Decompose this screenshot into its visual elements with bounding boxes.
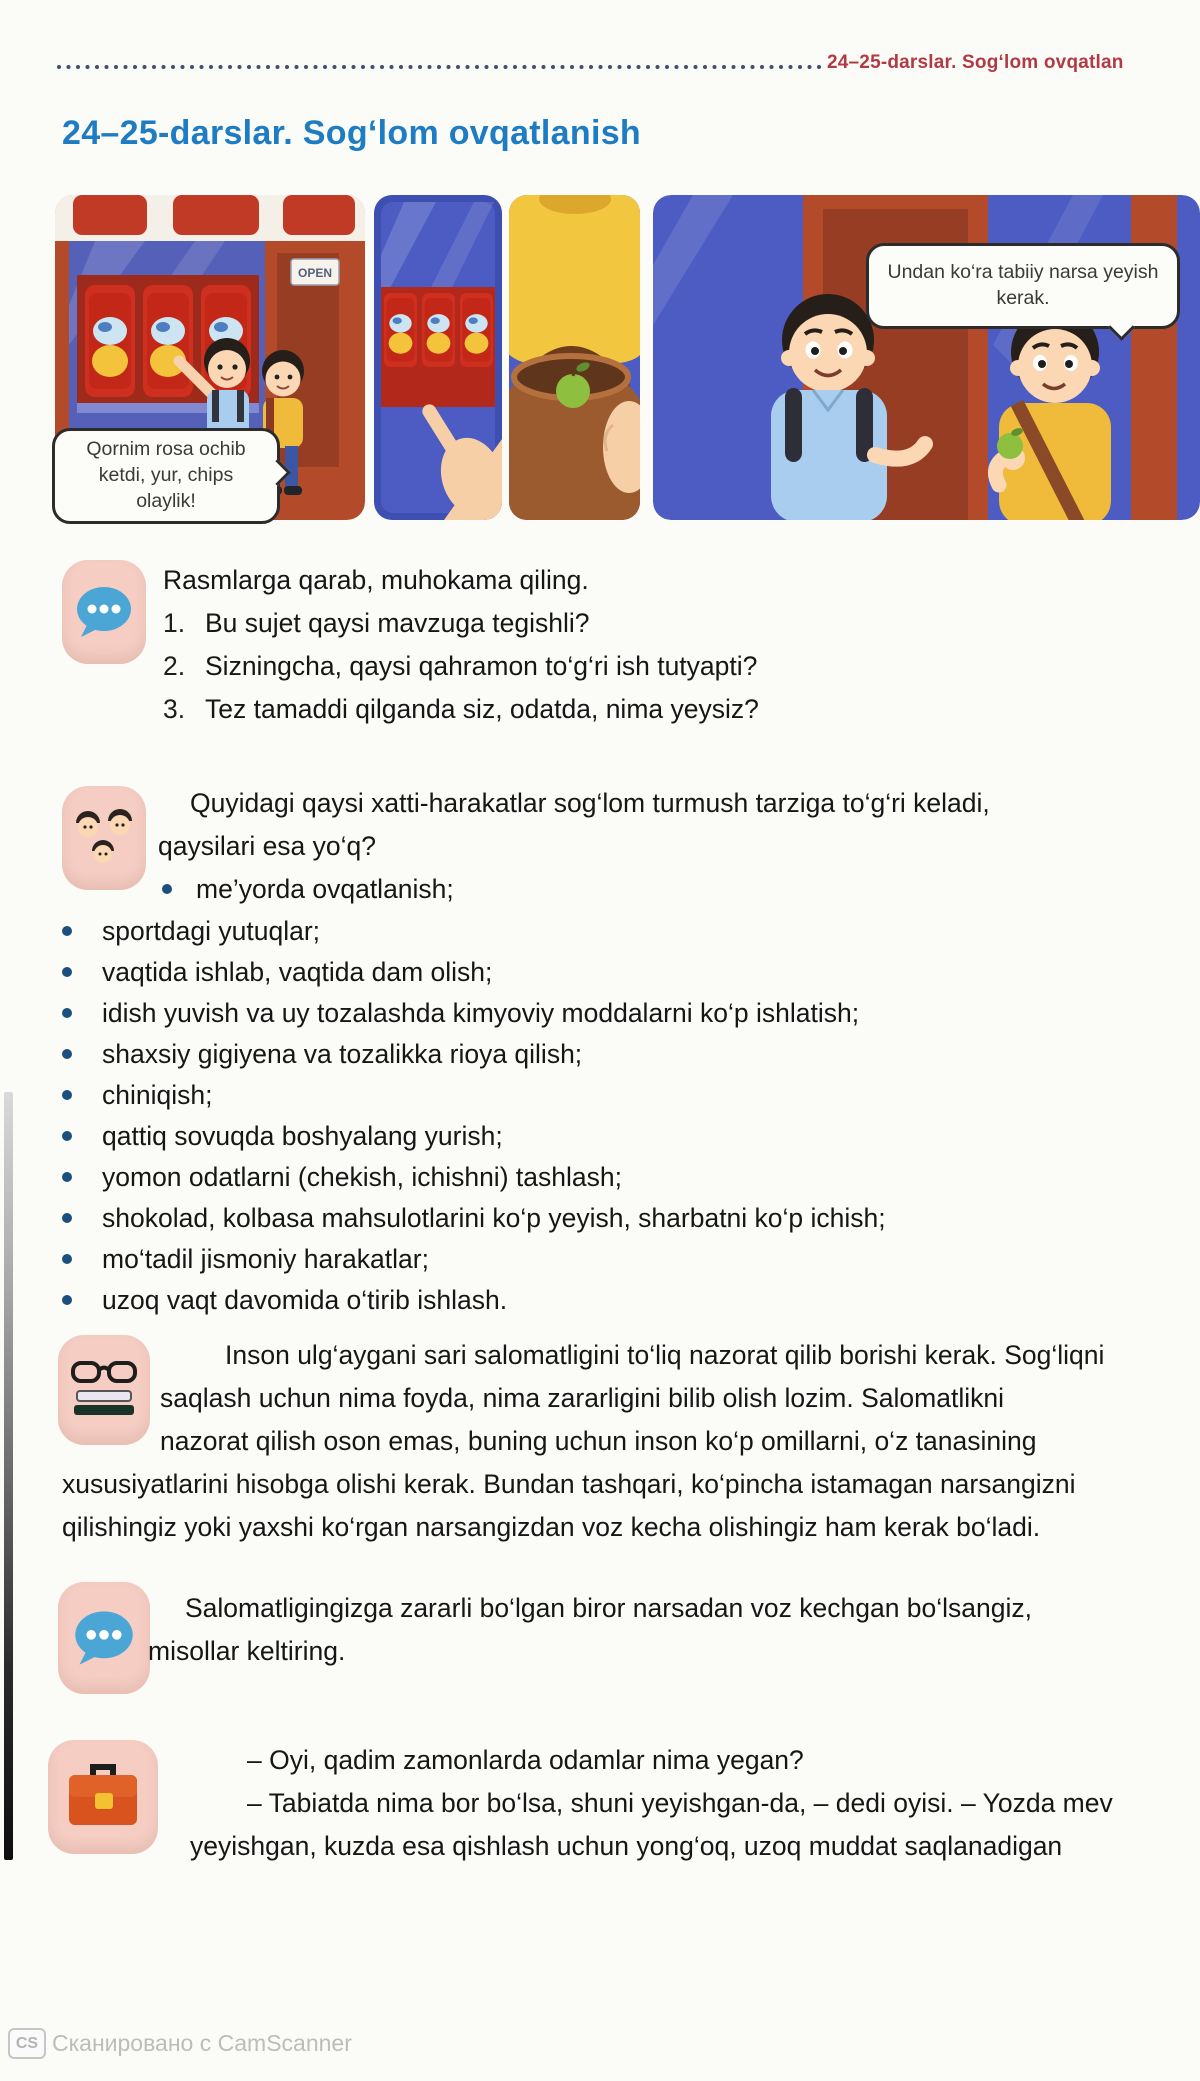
- groupwork-bullet: [62, 1203, 886, 1234]
- comic-panel-chips: [374, 195, 502, 520]
- groupwork-bullet: [62, 1162, 622, 1193]
- bullet-text: shaxsiy gigiyena va tozalikka rioya qilish;: [102, 1039, 583, 1069]
- groupwork-bullet: [62, 1244, 429, 1275]
- reading-line: qilishingiz yoki yaxshi ko‘rgan narsangizdan voz kecha olishingiz ham kerak bo‘ladi.: [62, 1512, 1041, 1542]
- bullet-text: chiniqish;: [102, 1080, 213, 1110]
- groupwork-bullet: [62, 1121, 503, 1152]
- bullet-dot: [62, 1131, 72, 1141]
- bullet-dot: [62, 1172, 72, 1182]
- bullet-dot: [62, 1254, 72, 1264]
- dialogue-line: – Tabiatda nima bor bo‘lsa, shuni yeyishgan-da, – dedi oyisi. – Yozda mev: [247, 1788, 1113, 1818]
- item-number: 1.: [163, 608, 186, 638]
- groupwork-bullet: [62, 957, 492, 988]
- bullet-text: qattiq sovuqda boshyalang yurish;: [102, 1121, 503, 1151]
- bullet-dot: [162, 884, 172, 894]
- item-text: Bu sujet qaysi mavzuga tegishli?: [205, 608, 590, 638]
- bullet-dot: [62, 1295, 72, 1305]
- item-number: 2.: [163, 651, 186, 681]
- reading-line: Inson ulg‘aygani sari salomatligini to‘liq nazorat qilib borishi kerak. Sog‘liqni: [225, 1340, 1105, 1370]
- bullet-dot: [62, 1008, 72, 1018]
- bullet-text: mo‘tadil jismoniy harakatlar;: [102, 1244, 429, 1274]
- discussion1-item: [163, 608, 589, 639]
- discussion1-intro: Rasmlarga qarab, muhokama qiling.: [163, 565, 589, 595]
- groupwork-bullet: [62, 1080, 212, 1111]
- comic-panel-apple-bag: [509, 195, 640, 520]
- bullet-text: me’yorda ovqatlanish;: [196, 874, 454, 904]
- page-title: 24–25-darslar. Sog‘lom ovqatlanish: [62, 114, 641, 152]
- camscanner-watermark: Сканировано с CamScanner: [52, 2030, 352, 2056]
- reading-line: nazorat qilish oson emas, buning uchun inson ko‘p omillarni, o‘z tanasining: [160, 1426, 1037, 1456]
- groupwork-bullet: [62, 1039, 582, 1070]
- groupwork-bullet: [62, 998, 859, 1029]
- groupwork-bullet: [62, 1285, 507, 1316]
- item-text: Tez tamaddi qilganda siz, odatda, nima yeysiz?: [205, 694, 759, 724]
- speech-bubble-left: [52, 428, 280, 524]
- groupwork-bullet: [62, 916, 320, 947]
- groupwork-intro-line1: Quyidagi qaysi xatti-harakatlar sog‘lom turmush tarziga to‘g‘ri keladi,: [190, 788, 990, 818]
- chat-bubble-icon: [62, 560, 146, 664]
- chat-bubble-icon: [58, 1582, 150, 1694]
- camscanner-logo: CS: [8, 2028, 46, 2059]
- header-dotted-leader: [55, 63, 823, 72]
- briefcase-icon: [48, 1740, 158, 1854]
- glasses-books-icon: [58, 1335, 150, 1445]
- speech-bubble-left-text: Qornim rosa ochib ketdi, yur, chips olaylik!: [86, 438, 246, 512]
- discussion1-item: [163, 694, 759, 725]
- bullet-dot: [62, 1090, 72, 1100]
- discussion2-line1: Salomatligingizga zararli bo‘lgan biror narsadan voz kechgan bo‘lsangiz,: [185, 1593, 1033, 1623]
- header-lesson-label: 24–25-darslar. Sog‘lom ovqatlan: [827, 52, 1124, 73]
- chips-display-illustration: [374, 195, 502, 520]
- groupwork-bullet-inner: [162, 874, 454, 905]
- open-sign: OPEN: [297, 266, 333, 280]
- item-number: 3.: [163, 694, 186, 724]
- speech-bubble-right-text: Undan ko‘ra tabiiy narsa yeyish kerak.: [887, 261, 1159, 309]
- bullet-dot: [62, 926, 72, 936]
- bullet-text: vaqtida ishlab, vaqtida dam olish;: [102, 957, 493, 987]
- discussion2-line2: misollar keltiring.: [148, 1636, 346, 1666]
- bullet-dot: [62, 967, 72, 977]
- bullet-text: idish yuvish va uy tozalashda kimyoviy moddalarni ko‘p ishlatish;: [102, 998, 860, 1028]
- item-text: Sizningcha, qaysi qahramon to‘g‘ri ish tutyapti?: [205, 651, 758, 681]
- dialogue-line: – Oyi, qadim zamonlarda odamlar nima yegan?: [247, 1745, 804, 1775]
- scan-edge-line: [4, 1092, 13, 1860]
- bullet-dot: [62, 1213, 72, 1223]
- bullet-text: sportdagi yutuqlar;: [102, 916, 321, 946]
- apple-bag-illustration: [509, 195, 640, 520]
- discussion1-item: [163, 651, 757, 682]
- speech-bubble-right: [866, 243, 1180, 329]
- bullet-text: uzoq vaqt davomida o‘tirib ishlash.: [102, 1285, 508, 1315]
- groupwork-intro-line2: qaysilari esa yo‘q?: [158, 831, 377, 861]
- reading-line: saqlash uchun nima foyda, nima zararligini bilib olish lozim. Salomatlikni: [160, 1383, 1004, 1413]
- people-icon: [62, 786, 146, 890]
- dialogue-line: yeyishgan, kuzda esa qishlash uchun yong‘oq, uzoq muddat saqlanadigan: [190, 1831, 1063, 1861]
- bullet-text: yomon odatlarni (chekish, ichishni) tashlash;: [102, 1162, 622, 1192]
- reading-line: xususiyatlarini hisobga olishi kerak. Bundan tashqari, ko‘pincha istamagan narsangizni: [62, 1469, 1076, 1499]
- bullet-text: shokolad, kolbasa mahsulotlarini ko‘p yeyish, sharbatni ko‘p ichish;: [102, 1203, 886, 1233]
- bullet-dot: [62, 1049, 72, 1059]
